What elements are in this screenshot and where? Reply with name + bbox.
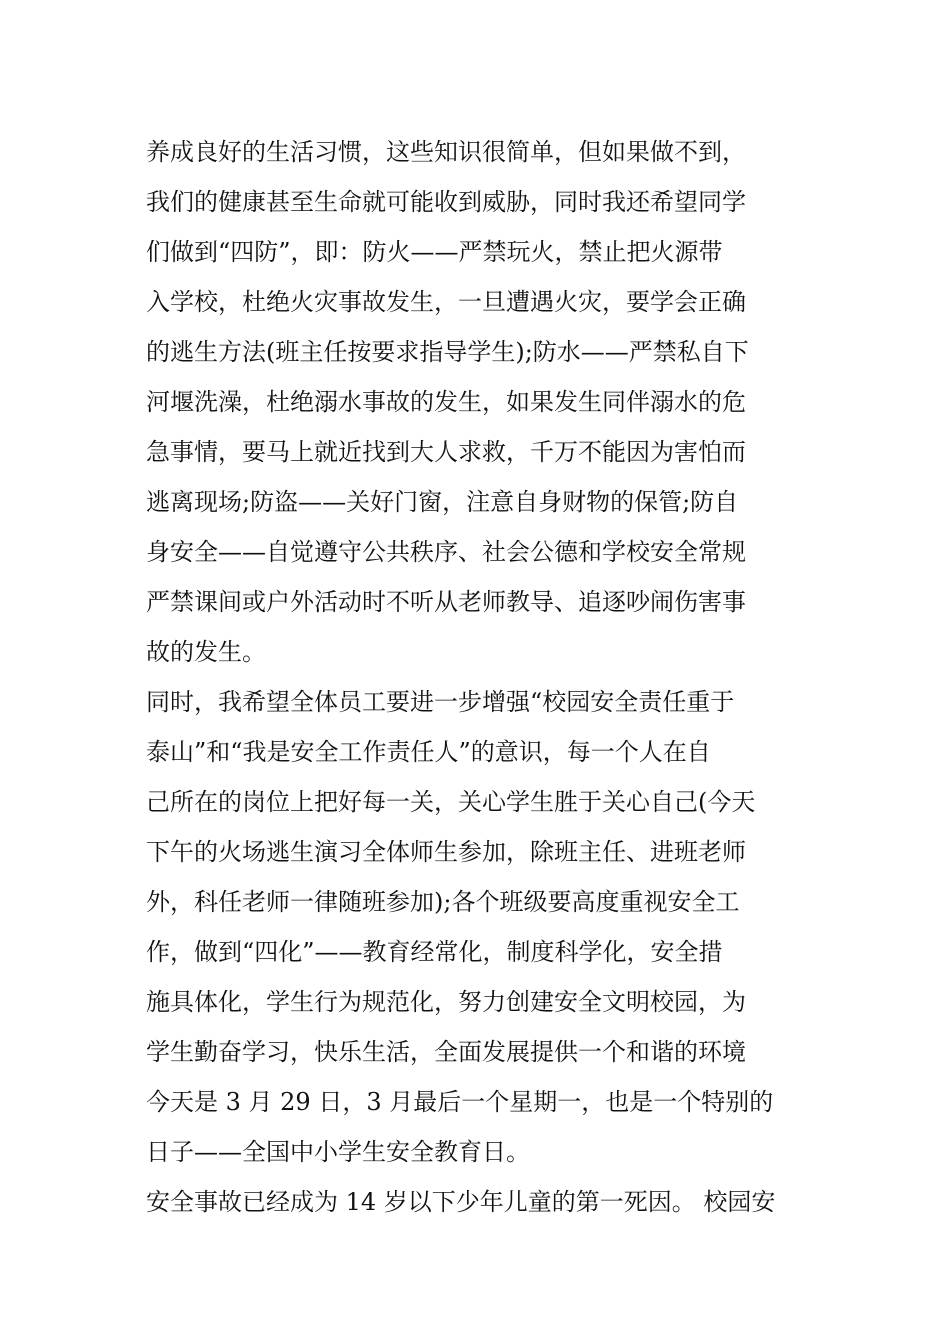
text-line: 同时，我希望全体员工要进一步增强“校园安全责任重于 [146,688,735,716]
text-line: 养成良好的生活习惯，这些知识很简单，但如果做不到， [146,138,746,166]
text-line: 逃离现场;防盗——关好门窗，注意自身财物的保管;防自 [146,488,739,516]
text-line: 作，做到“四化”——教育经常化，制度科学化，安全措 [146,938,723,966]
text-line: 安全事故已经成为 14 岁以下少年儿童的第一死因。 校园安 [146,1188,776,1216]
body-text [146,127,811,1227]
text-line: 学生勤奋学习，快乐生活，全面发展提供一个和谐的环境 [146,1038,746,1066]
text-line: 日子——全国中小学生安全教育日。 [146,1138,530,1166]
text-line: 外，科任老师一律随班参加);各个班级要高度重视安全工 [146,888,740,916]
text-line: 故的发生。 [146,638,266,666]
text-line: 下午的火场逃生演习全体师生参加，除班主任、进班老师 [146,838,746,866]
text-line: 急事情，要马上就近找到大人求救，千万不能因为害怕而 [146,438,746,466]
text-line: 严禁课间或户外活动时不听从老师教导、追逐吵闹伤害事 [146,588,746,616]
text-line: 的逃生方法(班主任按要求指导学生);防水——严禁私自下 [146,338,749,366]
text-line: 施具体化，学生行为规范化，努力创建安全文明校园，为 [146,988,746,1016]
text-line: 我们的健康甚至生命就可能收到威胁，同时我还希望同学 [146,188,746,216]
text-line: 河堰洗澡，杜绝溺水事故的发生，如果发生同伴溺水的危 [146,388,746,416]
text-line: 泰山”和“我是安全工作责任人”的意识，每一个人在自 [146,738,711,766]
text-line: 身安全——自觉遵守公共秩序、社会公德和学校安全常规 [146,538,746,566]
text-line: 己所在的岗位上把好每一关，关心学生胜于关心自己(今天 [146,788,756,816]
text-line: 们做到“四防”，即：防火——严禁玩火，禁止把火源带 [146,238,723,266]
text-line: 今天是 3 月 29 日，3 月最后一个星期一，也是一个特别的 [146,1088,774,1116]
text-line: 入学校，杜绝火灾事故发生，一旦遭遇火灾，要学会正确 [146,288,746,316]
